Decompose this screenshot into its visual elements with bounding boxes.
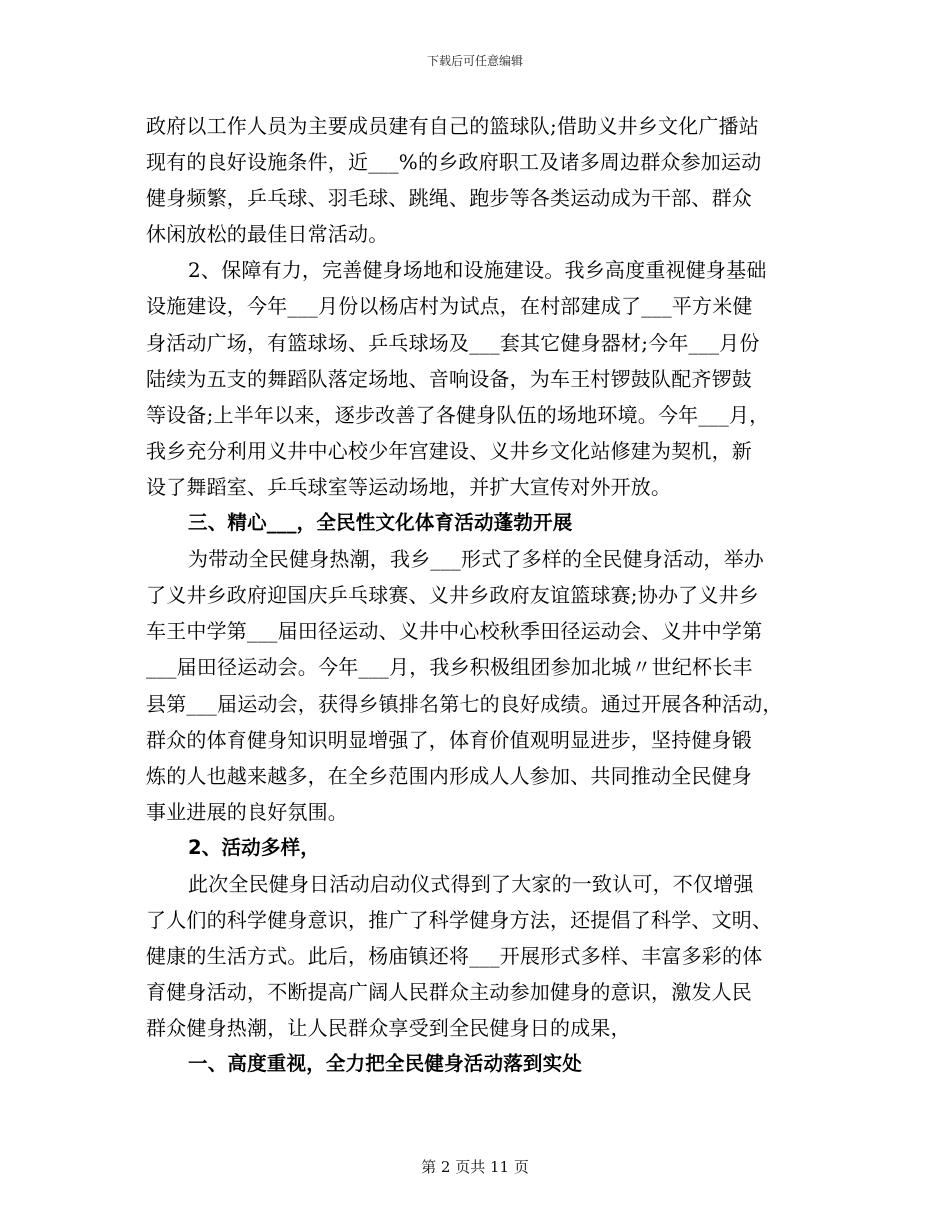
text-line: 育健身活动，不断提高广阔人民群众主动参加健身的意识，激发人民 (146, 980, 752, 1005)
text-line: 我乡充分利用义井中心校少年宫建设、义井乡文化站修建为契机，新 (146, 438, 752, 463)
text-line: 健康的生活方式。此后，杨庙镇还将___开展形式多样、丰富多彩的体 (146, 944, 763, 969)
text-line: 2、保障有力，完善健身场地和设施建设。我乡高度重视健身基础 (188, 258, 767, 283)
text-line: 身活动广场，有篮球场、乒乓球场及___套其它健身器材;今年___月份 (146, 330, 760, 355)
text-line: ___届田径运动会。今年___月，我乡积极组团参加北城〃世纪杯长丰 (146, 655, 753, 680)
text-line: 休闲放松的最佳日常活动。 (146, 222, 389, 247)
text-line: 县第___届运动会，获得乡镇排名第七的良好成绩。通过开展各种活动， (146, 691, 783, 716)
section-heading: 一、高度重视，全力把全民健身活动落到实处 (188, 1052, 583, 1076)
text-line: 群众健身热潮，让人民群众享受到全民健身日的成果， (146, 1016, 631, 1041)
text-line: 炼的人也越来越多，在全乡范围内形成人人参加、共同推动全民健身 (146, 763, 752, 788)
text-line: 设施建设，今年___月份以杨店村为试点，在村部建成了___平方米健 (146, 294, 753, 319)
text-line: 等设备;上半年以来，逐步改善了各健身队伍的场地环境。今年___月， (146, 402, 770, 427)
text-line: 陆续为五支的舞蹈队落定场地、音响设备，为车王村锣鼓队配齐锣鼓 (146, 366, 752, 391)
text-line: 车王中学第___届田径运动、义井中心校秋季田径运动会、义井中学第 (146, 619, 763, 644)
page-footer: 第 2 页共 11 页 (421, 1158, 529, 1176)
section-heading: 三、精心___，全民性文化体育活动蓬勃开展 (188, 511, 573, 535)
text-line: 群众的体育健身知识明显增强了，体育价值观明显进步，坚持健身锻 (146, 727, 752, 752)
text-line: 了人们的科学健身意识，推广了科学健身方法，还提倡了科学、文明、 (146, 908, 773, 933)
text-line: 设了舞蹈室、乒乓球室等运动场地，并扩大宣传对外开放。 (146, 474, 672, 499)
section-heading: 2、活动多样， (188, 835, 320, 859)
text-line: 政府以工作人员为主要成员建有自己的篮球队;借助义井乡文化广播站 (146, 114, 759, 138)
text-line: 为带动全民健身热潮，我乡___形式了多样的全民健身活动，举办 (188, 547, 764, 572)
text-line: 健身频繁，乒乓球、羽毛球、跳绳、跑步等各类运动成为干部、群众 (146, 186, 752, 211)
header-note: 下载后可任意编辑 (426, 54, 523, 68)
document-body (146, 108, 808, 1083)
text-line: 事业进展的良好氛围。 (146, 799, 348, 824)
text-line: 了义井乡政府迎国庆乒乓球赛、义井乡政府友谊篮球赛;协办了义井乡 (146, 583, 759, 608)
text-line: 此次全民健身日活动启动仪式得到了大家的一致认可，不仅增强 (188, 871, 754, 896)
text-line: 现有的良好设施条件，近___%的乡政府职工及诸多周边群众参加运动 (146, 150, 762, 175)
